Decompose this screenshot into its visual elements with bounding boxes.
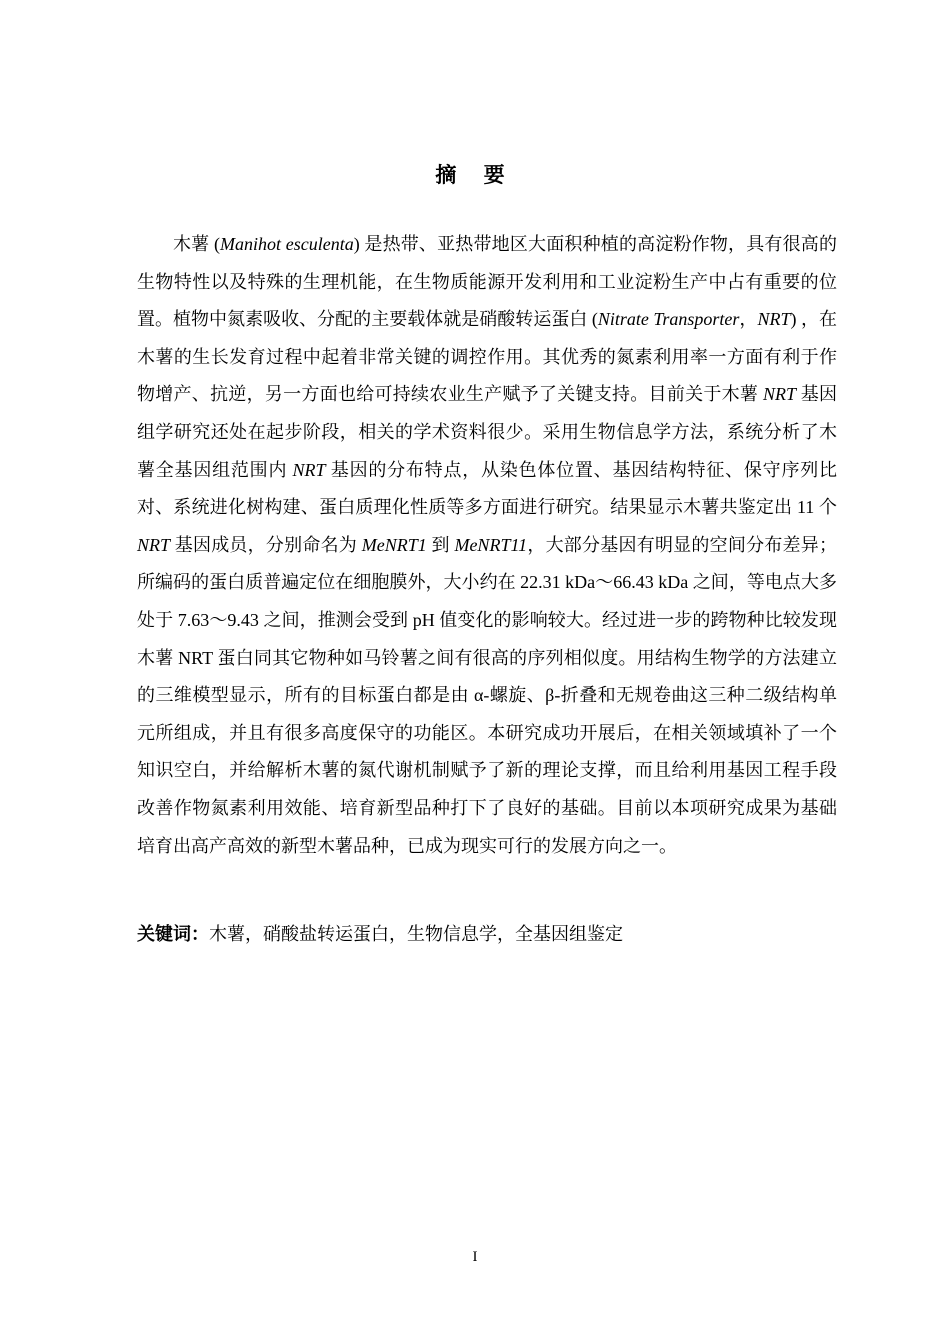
page-title: 摘 要 <box>435 163 515 187</box>
abstract-text: ) 是热带、亚热带地区大面积种植的高淀粉作物，具有很高的生物特性以及特殊的生理机能，在生物质能源开发利用和工业淀粉生产中占有重要的位置。植物中氮素吸收、分配的主要载体就是硝酸转运蛋白 ( <box>137 234 837 330</box>
abstract-paragraph <box>137 226 837 865</box>
species-name: Manihot esculenta <box>220 234 354 254</box>
page-number: I <box>472 1249 478 1265</box>
term-nrt: NRT <box>757 309 791 330</box>
term-nrt: NRT <box>292 459 326 480</box>
term-nrt: NRT <box>762 384 796 405</box>
abstract-text: 基因组学研究还处在起步阶段，相关的学术资料很少。采用生物信息学方法，系统分析了木薯全基因组范围内 <box>137 384 838 480</box>
abstract-text: ) ，在木薯的生长发育过程中起着非常关键的调控作用。其优秀的氮素利用率一方面有利于作物增产、抗逆，另一方面也给可持续农业生产赋予了关键支持。目前关于木薯 <box>137 309 837 405</box>
term-nitrate-transporter: Nitrate Transporter <box>597 309 740 330</box>
keywords-text: 木薯，硝酸盐转运蛋白，生物信息学，全基因组鉴定 <box>209 924 623 944</box>
abstract-text: ，大部分基因有明显的空间分布差异；所编码的蛋白质普遍定位在细胞膜外，大小约在 22.31 kDa～66.43 kDa 之间，等电点大多处于 7.63～9.43 之间，推测会受到 pH 值变化的影响较大。经过进一步的跨物种比较发现木薯 NRT 蛋白同其它物种如马铃薯之间有很高的序列相似度。用结构生物学的方法建立的三维模型显示，所有的目标蛋白都是由 α-螺旋、β-折叠和无规卷曲这三种二级结构单元所组成，并且有很多高度保守的功能区。本研究成功开展后，在相关领域填补了一个知识空白，并给解析木薯的氮代谢机制赋予了新的理论支撑，而且给利用基因工程手段改善作物氮素利用效能、培育新型品种打下了良好的基础。目前以本项研究成果为基础培育出高产高效的新型木薯品种，已成为现实可行的发展方向之一。 <box>137 534 838 856</box>
gene-name: MeNRT11 <box>454 534 528 555</box>
keywords-label: 关键词： <box>137 924 209 945</box>
gene-name: MeNRT1 <box>361 534 427 555</box>
term-nrt: NRT <box>137 534 171 555</box>
abstract-text: 木薯 ( <box>173 234 221 254</box>
keywords-line <box>137 916 837 954</box>
abstract-text: 到 <box>426 534 455 555</box>
abstract-text: 基因成员，分别命名为 <box>170 534 362 555</box>
abstract-text: 基因的分布特点，从染色体位置、基因结构特征、保守序列比对、系统进化树构建、蛋白质理化性质等多方面进行研究。结果显示木薯共鉴定出 11 个 <box>137 459 838 518</box>
abstract-text: ， <box>739 309 758 330</box>
